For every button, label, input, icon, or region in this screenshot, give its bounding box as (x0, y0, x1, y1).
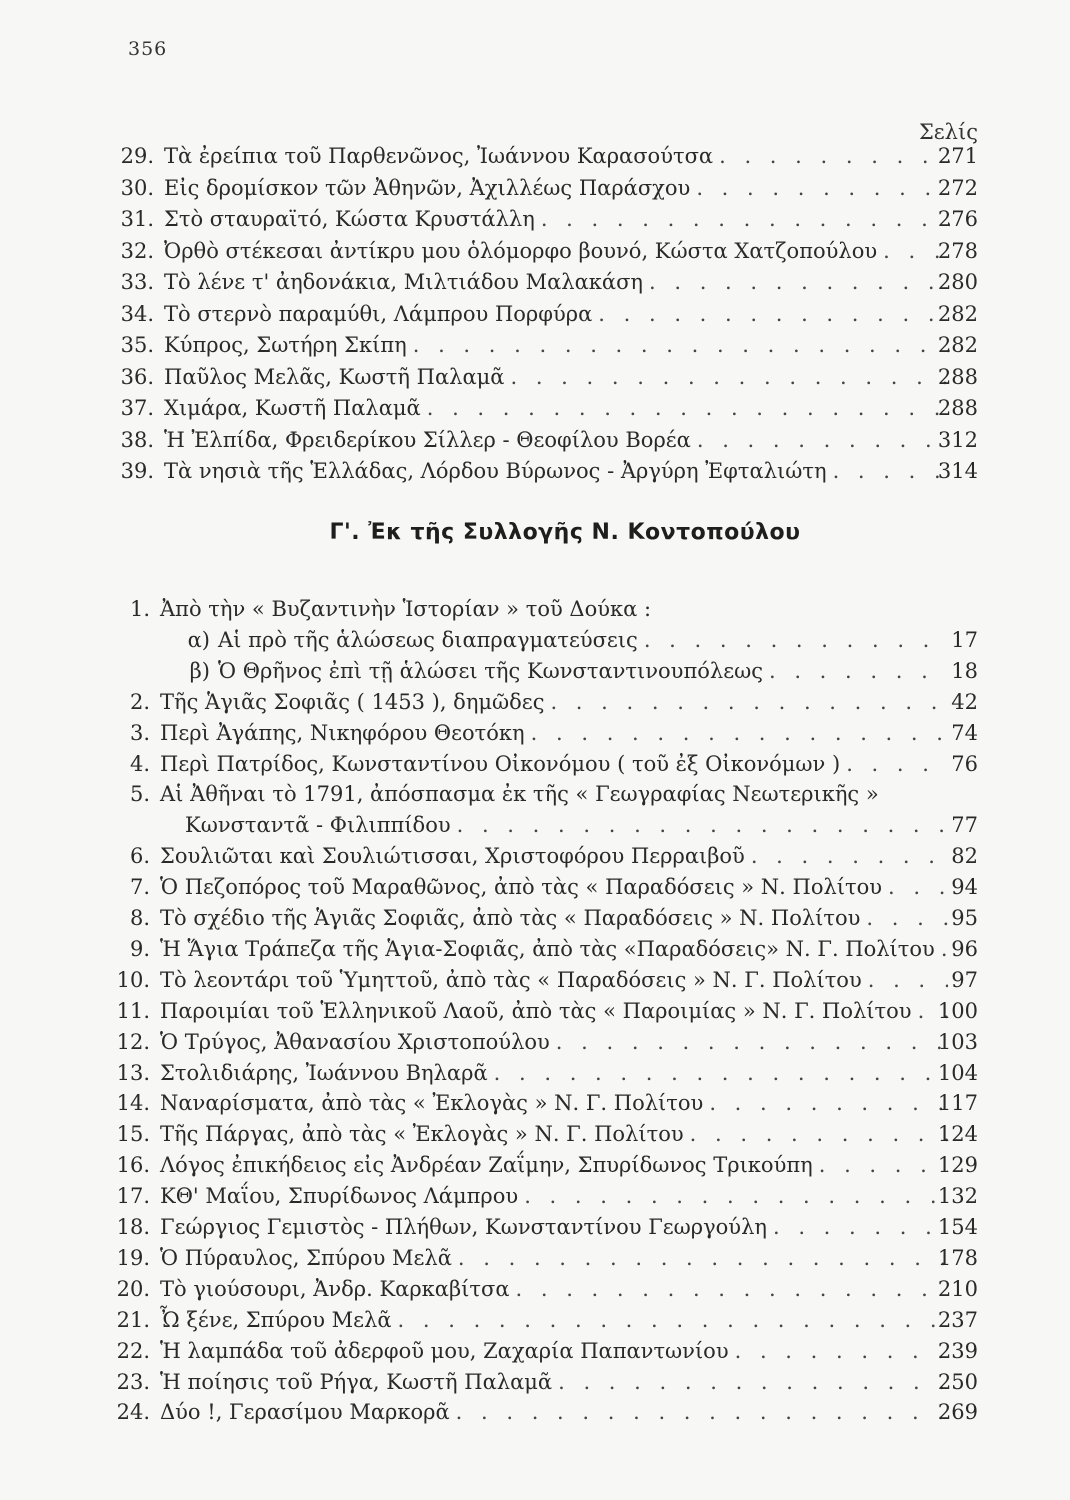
entry-number: 32. (120, 238, 154, 263)
entry-title: Ὀρθὸ στέκεσαι ἀντίκρυ μου ὁλόμορφο βουνό, Κώστα Χατζοπούλου (164, 238, 878, 263)
entry-page-number: 312 (937, 427, 978, 452)
dot-leader (719, 141, 950, 171)
dot-leader (697, 425, 950, 455)
entry-title: Αἱ Ἀθῆναι τὸ 1791, ἀπόσπασμα ἐκ τῆς « Γεωγραφίας Νεωτερικῆς » (160, 782, 879, 807)
toc-entry (0, 330, 1070, 360)
entry-page-number: 237 (937, 1307, 978, 1332)
entry-title: Στολιδιάρης, Ἰωάννου Βηλαρᾶ (160, 1060, 488, 1085)
toc-entry (0, 1274, 1070, 1304)
entry-page-number: 132 (937, 1184, 978, 1209)
entry-title: Κύπρος, Σωτήρη Σκίπη (164, 333, 407, 357)
entry-title: Ναναρίσματα, ἀπὸ τὰς « Ἐκλογὰς » Ν. Γ. Πολίτου (160, 1091, 704, 1116)
entry-page-number: 178 (937, 1245, 978, 1270)
toc-entry (0, 425, 1070, 455)
entry-number: 22. (116, 1338, 150, 1363)
toc-entry (0, 779, 1070, 809)
entry-page-number: 18 (951, 658, 978, 683)
toc-entry (0, 1243, 1070, 1273)
entry-page-number: 278 (937, 238, 978, 263)
entry-page-number: 269 (937, 1400, 978, 1425)
toc-entry (0, 393, 1070, 423)
toc-entry (0, 1367, 1070, 1397)
entry-page-number: 271 (937, 144, 978, 168)
entry-title: Τὸ λένε τ' ἀηδονάκια, Μιλτιάδου Μαλακάση (164, 270, 643, 294)
toc-entry (0, 1058, 1070, 1088)
entry-title: Δύο !, Γερασίμου Μαρκορᾶ (160, 1400, 450, 1425)
toc-entry (0, 1212, 1070, 1242)
entry-page-number: 280 (937, 270, 978, 294)
toc-entry (0, 749, 1070, 779)
entry-page-number: 210 (937, 1276, 978, 1301)
entry-number: 9. (129, 936, 150, 961)
toc-entry (0, 1336, 1070, 1366)
entry-number: 30. (120, 175, 154, 200)
dot-leader (819, 1150, 948, 1180)
entry-title: Τὸ στερνὸ παραμύθι, Λάμπρου Πορφύρα (164, 301, 593, 326)
entry-number: 10. (116, 967, 150, 992)
entry-title: Ὦ ξένε, Σπύρου Μελᾶ (160, 1307, 392, 1332)
dot-leader (558, 1367, 948, 1397)
toc-entry (0, 687, 1070, 717)
entry-number: 2. (129, 689, 150, 714)
toc-entry (0, 594, 1070, 624)
entry-title: ΚΘ' Μαΐου, Σπυρίδωνος Λάμπρου (160, 1184, 519, 1209)
toc-entry (0, 204, 1070, 234)
dot-leader (709, 1088, 948, 1118)
entry-number: 38. (120, 427, 154, 452)
entry-title: Κωνσταντᾶ - Φιλιππίδου (185, 813, 451, 838)
dot-leader (427, 393, 950, 423)
toc-entry (0, 872, 1070, 902)
dot-leader (690, 1119, 948, 1149)
entry-number: 14. (116, 1091, 150, 1116)
entry-page-number: 94 (951, 875, 978, 900)
entry-number: 35. (120, 333, 154, 357)
dot-leader (598, 299, 950, 329)
entry-page-number: 129 (937, 1153, 978, 1178)
dot-leader (941, 934, 948, 964)
dot-leader (516, 1274, 949, 1304)
entry-number: 13. (116, 1060, 150, 1085)
entry-title: Τῆς Πάργας, ἀπὸ τὰς « Ἐκλογὰς » Ν. Γ. Πολίτου (160, 1122, 684, 1147)
dot-leader (456, 1397, 948, 1427)
entry-number: α) (187, 627, 210, 652)
entry-page-number: 77 (951, 813, 978, 838)
entry-number: 15. (116, 1122, 150, 1147)
toc-entry (0, 841, 1070, 871)
entry-title: Παῦλος Μελᾶς, Κωστῆ Παλαμᾶ (164, 364, 505, 389)
dot-leader (649, 267, 950, 297)
entry-number: 6. (129, 844, 150, 869)
entry-number: 19. (116, 1245, 150, 1270)
entry-number: 11. (116, 998, 150, 1023)
entry-title: Αἱ πρὸ τῆς ἁλώσεως διαπραγματεύσεις (218, 627, 638, 652)
entry-title: Τὰ ἐρείπια τοῦ Παρθενῶνος, Ἰωάννου Καρασούτσα (164, 144, 714, 168)
entry-title: Ὁ Θρῆνος ἐπὶ τῇ ἁλώσει τῆς Κωνσταντινουπόλεως (218, 658, 763, 683)
dot-leader (644, 625, 948, 655)
entry-number: 7. (129, 875, 150, 900)
entry-page-number: 97 (951, 967, 978, 992)
entry-number: 24. (116, 1400, 150, 1425)
entry-page-number: 96 (951, 936, 978, 961)
entry-title: Τὸ σχέδιο τῆς Ἁγιᾶς Σοφιᾶς, ἀπὸ τὰς « Παραδόσεις » Ν. Πολίτου (160, 906, 861, 930)
dot-leader (524, 1181, 948, 1211)
entry-number: 8. (129, 906, 150, 930)
entry-title: Τὸ γιούσουρι, Ἀνδρ. Καρκαβίτσα (160, 1276, 510, 1301)
toc-entry (0, 903, 1070, 933)
dot-leader (413, 330, 950, 360)
entry-number: 3. (129, 720, 150, 745)
entry-title: Εἰς δρομίσκον τῶν Ἀθηνῶν, Ἀχιλλέως Παράσχου (164, 175, 691, 200)
entry-page-number: 272 (937, 175, 978, 200)
toc-entry (0, 996, 1070, 1026)
entry-page-number: 282 (937, 333, 978, 357)
dot-leader (510, 362, 950, 392)
dot-leader (888, 872, 948, 902)
entry-title: Περὶ Πατρίδος, Κωνσταντίνου Οἰκονόμου ( τοῦ ἐξ Οἰκονόμων ) (160, 751, 841, 776)
entry-page-number: 17 (951, 627, 978, 652)
dot-leader (751, 841, 948, 871)
entry-number: β) (189, 658, 210, 683)
toc-entry (0, 173, 1070, 203)
toc-entry (0, 141, 1070, 171)
toc-entry (0, 1305, 1070, 1335)
entry-page-number: 76 (951, 751, 978, 776)
entry-title: Ἡ Ἐλπίδα, Φρειδερίκου Σίλλερ - Θεοφίλου Βορέα (164, 427, 691, 452)
entry-page-number: 239 (937, 1338, 978, 1363)
entry-number: 17. (116, 1184, 150, 1209)
dot-leader (457, 810, 948, 840)
entry-number: 36. (120, 364, 154, 389)
toc-entry (0, 934, 1070, 964)
entry-title: Ἡ Ἅγια Τράπεζα τῆς Ἁγια-Σοφιᾶς, ἀπὸ τὰς «Παραδόσεις» Ν. Γ. Πολίτου (160, 936, 935, 961)
entry-number: 16. (116, 1153, 150, 1178)
entry-title: Τὸ λεοντάρι τοῦ Ὑμηττοῦ, ἀπὸ τὰς « Παραδόσεις » Ν. Γ. Πολίτου (160, 967, 862, 992)
page-number: 356 (128, 38, 168, 60)
dot-leader (735, 1336, 948, 1366)
dot-leader (531, 718, 948, 748)
entry-page-number: 250 (937, 1369, 978, 1394)
entry-number: 37. (120, 396, 154, 420)
toc-entry (0, 718, 1070, 748)
entry-number: 29. (120, 144, 154, 168)
column-header: Σελίς (918, 120, 978, 144)
entry-title: Ὁ Πεζοπόρος τοῦ Μαραθῶνος, ἀπὸ τὰς « Παραδόσεις » Ν. Πολίτου (160, 875, 883, 900)
dot-leader (868, 965, 948, 995)
entry-number: 4. (129, 751, 150, 776)
toc-entry (0, 1027, 1070, 1057)
entry-page-number: 276 (937, 207, 978, 231)
entry-number: 18. (116, 1215, 150, 1239)
dot-leader (696, 173, 950, 203)
toc-entry (0, 236, 1070, 266)
entry-page-number: 282 (937, 301, 978, 326)
toc-entry (0, 1119, 1070, 1149)
entry-page-number: 74 (951, 720, 978, 745)
entry-title: Χιμάρα, Κωστῆ Παλαμᾶ (164, 396, 421, 420)
dot-leader (541, 204, 950, 234)
entry-number: 21. (116, 1307, 150, 1332)
entry-title: Ὁ Τρύγος, Ἀθανασίου Χριστοπούλου (160, 1029, 550, 1054)
entry-number: 12. (116, 1029, 150, 1054)
toc-entry (0, 656, 1070, 686)
section-heading: Γ'. Ἐκ τῆς Συλλογῆς Ν. Κοντοπούλου (329, 520, 801, 545)
entry-page-number: 42 (951, 689, 978, 714)
entry-title: Ἡ λαμπάδα τοῦ ἀδερφοῦ μου, Ζαχαρία Παπαντωνίου (160, 1338, 729, 1363)
entry-number: 5. (129, 782, 150, 807)
dot-leader (550, 687, 948, 717)
entry-page-number: 314 (937, 459, 978, 483)
dot-leader (773, 1212, 948, 1242)
dot-leader (494, 1058, 948, 1088)
entry-number: 20. (116, 1276, 150, 1301)
toc-entry (0, 625, 1070, 655)
entry-title: Παροιμίαι τοῦ Ἑλληνικοῦ Λαοῦ, ἀπὸ τὰς « Παροιμίας » Ν. Γ. Πολίτου (160, 998, 912, 1023)
entry-number: 1. (129, 597, 150, 621)
entry-title: Ἀπὸ τὴν « Βυζαντινὴν Ἱστορίαν » τοῦ Δούκα : (160, 597, 652, 621)
toc-entry (0, 362, 1070, 392)
toc-entry (0, 1181, 1070, 1211)
entry-number: 31. (120, 207, 154, 231)
dot-leader (833, 456, 950, 486)
entry-title: Ὁ Πύραυλος, Σπύρου Μελᾶ (160, 1245, 452, 1270)
dot-leader (398, 1305, 948, 1335)
entry-title: Τὰ νησιὰ τῆς Ἑλλάδας, Λόρδου Βύρωνος - Ἀργύρη Ἐφταλιώτη (164, 459, 827, 483)
entry-page-number: 104 (937, 1060, 978, 1085)
entry-page-number: 288 (937, 364, 978, 389)
toc-entry (0, 810, 1070, 840)
toc-entry (0, 1397, 1070, 1427)
entry-page-number: 100 (937, 998, 978, 1023)
entry-number: 33. (120, 270, 154, 294)
dot-leader (458, 1243, 948, 1273)
dot-leader (556, 1027, 948, 1057)
entry-title: Σουλιῶται καὶ Σουλιώτισσαι, Χριστοφόρου Περραιβοῦ (160, 844, 745, 869)
entry-page-number: 124 (937, 1122, 978, 1147)
toc-entry (0, 299, 1070, 329)
entry-title: Ἡ ποίησις τοῦ Ρήγα, Κωστῆ Παλαμᾶ (160, 1369, 553, 1394)
entry-title: Περὶ Ἀγάπης, Νικηφόρου Θεοτόκη (160, 720, 525, 745)
toc-entry (0, 965, 1070, 995)
toc-entry (0, 1088, 1070, 1118)
dot-leader (769, 656, 948, 686)
toc-entry (0, 456, 1070, 486)
entry-page-number: 117 (937, 1091, 978, 1116)
entry-page-number: 103 (937, 1029, 978, 1054)
entry-number: 34. (120, 301, 154, 326)
entry-page-number: 288 (937, 396, 978, 420)
toc-entry (0, 267, 1070, 297)
entry-page-number: 95 (951, 906, 978, 930)
dot-leader (866, 903, 948, 933)
entry-number: 23. (116, 1369, 150, 1394)
entry-number: 39. (120, 459, 154, 483)
toc-entry (0, 1150, 1070, 1180)
entry-title: Γεώργιος Γεμιστὸς - Πλήθων, Κωνσταντίνου Γεωργούλη (160, 1215, 767, 1239)
dot-leader (846, 749, 948, 779)
entry-title: Στὸ σταυραϊτό, Κώστα Κρυστάλλη (164, 207, 535, 231)
entry-page-number: 82 (951, 844, 978, 869)
entry-title: Λόγος ἐπικήδειος εἰς Ἀνδρέαν Ζαΐμην, Σπυρίδωνος Τρικούπη (160, 1153, 813, 1178)
entry-page-number: 154 (937, 1215, 978, 1239)
entry-title: Τῆς Ἁγιᾶς Σοφιᾶς ( 1453 ), δημῶδες (160, 689, 545, 714)
